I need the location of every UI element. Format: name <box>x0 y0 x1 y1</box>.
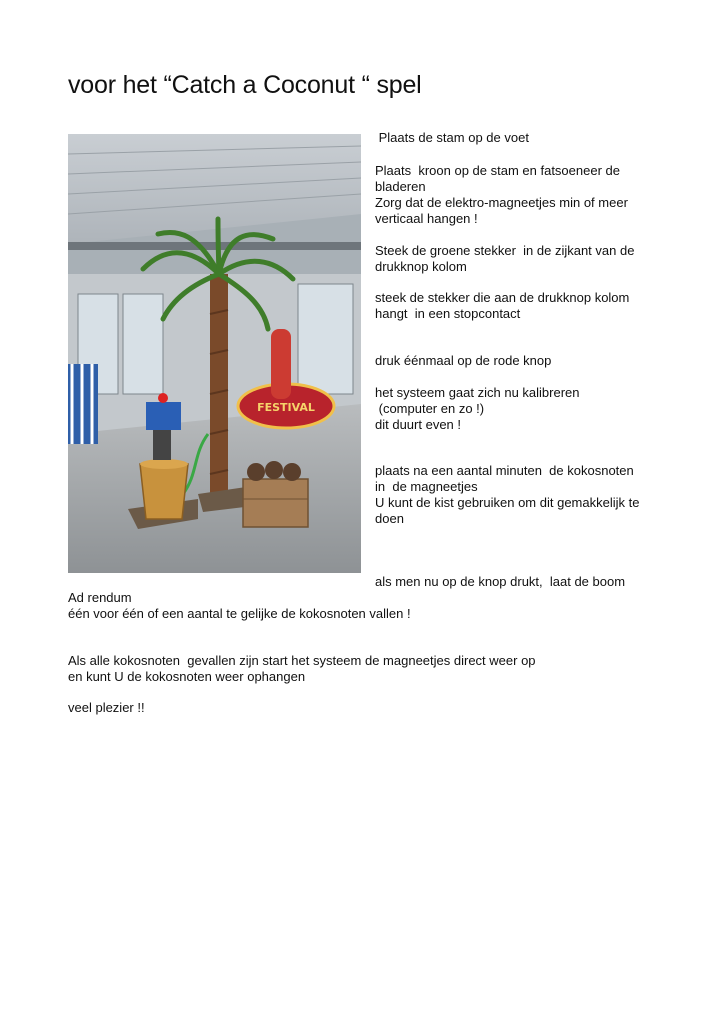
step-red-button: druk éénmaal op de rode knop <box>375 353 552 368</box>
coconut-tree-photo <box>68 134 361 573</box>
step-place-crown: Plaats kroon op de stam en fatsoeneer de bladeren Zorg dat de elektro-magneetjes min of meer verticaal hangen ! <box>375 163 628 226</box>
step-place-coconuts: plaats na een aantal minuten de kokosnoten in de magneetjes U kunt de kist gebruiken om dit gemakkelijk te doen <box>375 463 640 526</box>
step-green-plug: Steek de groene stekker in de zijkant van de drukknop kolom <box>375 243 635 274</box>
step-press-button: als men nu op de knop drukt, laat de boom <box>375 574 626 589</box>
step-place-trunk: Plaats de stam op de voet <box>375 130 529 145</box>
step-socket: steek de stekker die aan de drukknop kolom hangt in een stopcontact <box>375 290 630 321</box>
photo-illustration <box>68 134 361 573</box>
page-title: voor het “Catch a Coconut “ spel <box>68 71 422 99</box>
closing-text: veel plezier !! <box>68 700 145 715</box>
step-calibrate: het systeem gaat zich nu kalibreren (computer en zo !) dit duurt even ! <box>375 385 580 432</box>
step-reset: Als alle kokosnoten gevallen zijn start het systeem de magneetjes direct weer op en kunt U de kokosnoten weer ophangen <box>68 653 536 684</box>
step-ad-rendum: Ad rendum één voor één of een aantal te gelijke de kokosnoten vallen ! <box>68 590 411 621</box>
festival-sign-text: FESTIVAL <box>257 401 315 414</box>
